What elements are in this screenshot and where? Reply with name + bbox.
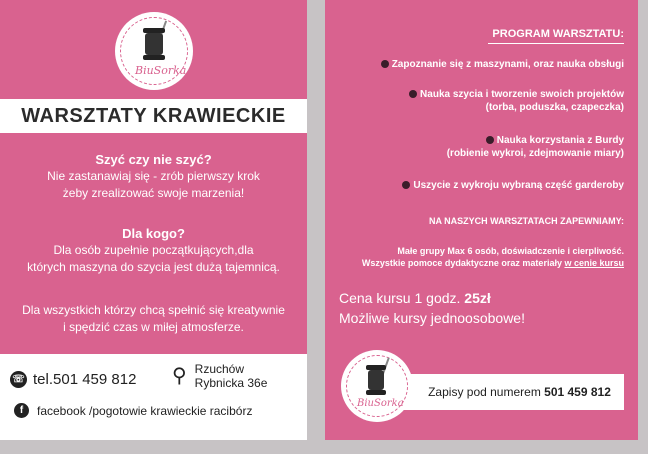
program-title-underline bbox=[488, 43, 624, 44]
audience-heading: Dla kogo? bbox=[122, 226, 185, 241]
intro-block bbox=[0, 151, 307, 202]
intro-line: Nie zastanawiaj się - zrób pierwszy krok bbox=[47, 169, 260, 183]
program-item: Nauka szycia i tworzenie swoich projektów (torba, poduszka, czapeczka) bbox=[409, 88, 624, 114]
audience-line: których maszyna do szycia jest dużą tajemnicą. bbox=[27, 260, 280, 274]
signup-bar: Zapisy pod numerem 501 459 812 bbox=[395, 374, 624, 410]
program-item: Uszycie z wykroju wybraną część garderoby bbox=[402, 179, 624, 192]
guarantee-title: NA NASZYCH WARSZTATACH ZAPEWNIAMY: bbox=[429, 216, 624, 226]
left-flyer bbox=[0, 0, 307, 440]
bullet-icon bbox=[402, 181, 410, 189]
spool-thread bbox=[145, 33, 163, 55]
intro-heading: Szyć czy nie szyć? bbox=[95, 152, 212, 167]
creative-line: Dla wszystkich którzy chcą spełnić się kreatywnie bbox=[22, 303, 285, 317]
phone-number: tel.501 459 812 bbox=[33, 371, 137, 388]
contact-box bbox=[0, 354, 307, 440]
bullet-icon bbox=[486, 136, 494, 144]
intro-line: żeby zrealizować swoje marzenia! bbox=[62, 186, 245, 200]
creative-line: i spędzić czas w miłej atmosferze. bbox=[63, 320, 244, 334]
logo-text: BiuSorka bbox=[357, 398, 404, 409]
facebook-text: facebook /pogotowie krawieckie racibórz bbox=[37, 403, 253, 418]
program-title: PROGRAM WARSZTATU: bbox=[492, 28, 624, 40]
bullet-icon bbox=[409, 90, 417, 98]
phone-icon: ☏ bbox=[10, 371, 27, 388]
facebook-icon: f bbox=[14, 403, 29, 418]
spool-logo bbox=[341, 350, 413, 422]
right-flyer bbox=[325, 0, 638, 440]
program-item: Zapoznanie się z maszynami, oraz nauka obsługi bbox=[381, 58, 624, 71]
address-line: Rzuchów bbox=[194, 362, 245, 376]
signup-footer bbox=[325, 350, 638, 440]
address-row bbox=[172, 362, 267, 390]
spool-thread bbox=[368, 370, 384, 390]
price-block bbox=[339, 288, 525, 328]
price-line: Cena kursu 1 godz. 25zł bbox=[339, 290, 491, 306]
creative-block bbox=[0, 302, 307, 336]
audience-line: Dla osób zupełnie początkujących,dla bbox=[53, 243, 254, 257]
program-item: Nauka korzystania z Burdy (robienie wykroi, zdejmowanie miary) bbox=[446, 135, 624, 159]
page-title: WARSZTATY KRAWIECKIE bbox=[0, 99, 307, 133]
individual-line: Możliwe kursy jednoosobowe! bbox=[339, 310, 525, 326]
bullet-icon bbox=[381, 60, 389, 68]
location-pin-icon: ⚲ bbox=[172, 365, 187, 387]
audience-block bbox=[0, 225, 307, 276]
guarantee-text: Małe grupy Max 6 osób, doświadczenie i cierpliwość. Wszystkie pomoce dydaktyczne oraz materiały w cenie kursu bbox=[361, 246, 624, 268]
facebook-row bbox=[14, 403, 252, 418]
spool-logo bbox=[115, 12, 193, 90]
logo-text: BiuSorka bbox=[135, 64, 187, 77]
address-line: Rybnicka 36e bbox=[194, 376, 268, 390]
phone-row bbox=[10, 371, 136, 388]
